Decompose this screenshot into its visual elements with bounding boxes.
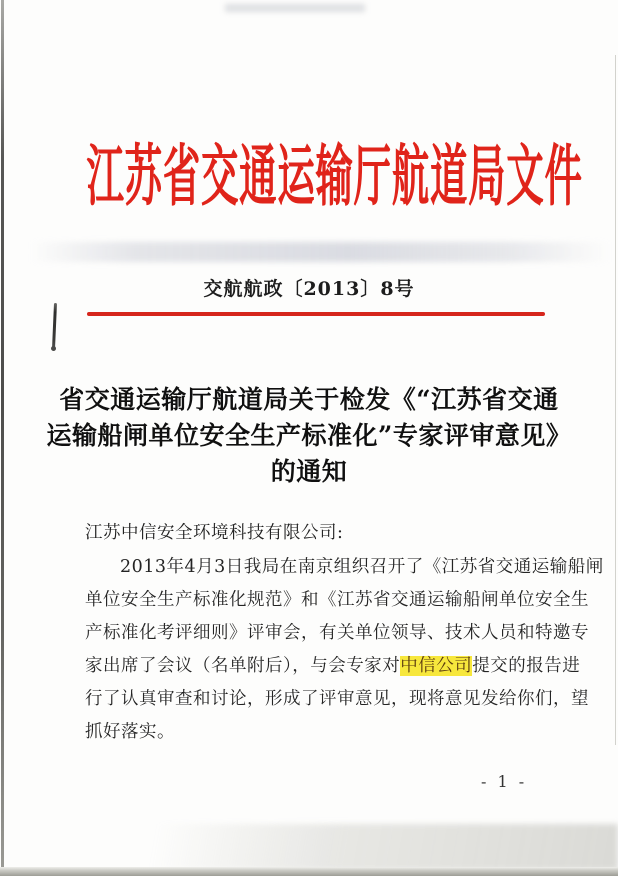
notice-title-line-1: 省交通运输厅航道局关于检发《“江苏省交通	[59, 385, 559, 414]
ink-mark-artifact	[52, 303, 57, 349]
red-divider-rule	[87, 312, 545, 316]
body-line	[85, 551, 604, 584]
highlight-company-name: 中信公司	[400, 656, 473, 676]
body-text: 行了认真审查和讨论，形成了评审意见，现将意见发给你们，望	[85, 689, 589, 709]
scan-smudge-band	[30, 242, 610, 262]
document-number: 交航航政〔2013〕8号	[203, 278, 415, 300]
body-text: 产标准化考评细则》评审会，有关单位领导、技术人员和特邀专	[85, 623, 589, 643]
body-line	[85, 683, 589, 716]
body-line	[85, 584, 589, 617]
body-text: 提交的报告进	[472, 656, 581, 676]
body-text: 单位安全生产标准化规范》和《江苏省交通运输船闸单位安全生	[85, 590, 589, 610]
letterhead-title: 江苏省交通运输厅航道局文件	[86, 137, 583, 216]
addressee-line: 江苏中信安全环境科技有限公司:	[85, 523, 344, 543]
body-text: 2013年4月3日我局在南京组织召开了《江苏省交通运输船闸	[120, 557, 604, 577]
scan-smudge-top	[225, 4, 365, 12]
body-paragraph	[85, 551, 604, 749]
notice-title	[40, 382, 578, 490]
scan-bottom-shadow	[0, 824, 618, 870]
scan-bottom-edge	[0, 867, 618, 876]
scan-left-edge	[1, 0, 4, 876]
body-line	[85, 716, 551, 749]
body-line	[85, 617, 589, 650]
body-text: 家出席了会议（名单附后），与会专家对	[85, 656, 401, 676]
notice-title-line-3: 的通知	[270, 457, 348, 486]
body-line	[85, 650, 581, 683]
scan-right-fold-line	[615, 55, 616, 745]
notice-title-line-2: 运输船闸单位安全生产标准化”专家评审意见》	[46, 421, 572, 450]
body-text: 抓好落实。	[85, 722, 175, 742]
page-number: - 1 -	[481, 772, 528, 791]
